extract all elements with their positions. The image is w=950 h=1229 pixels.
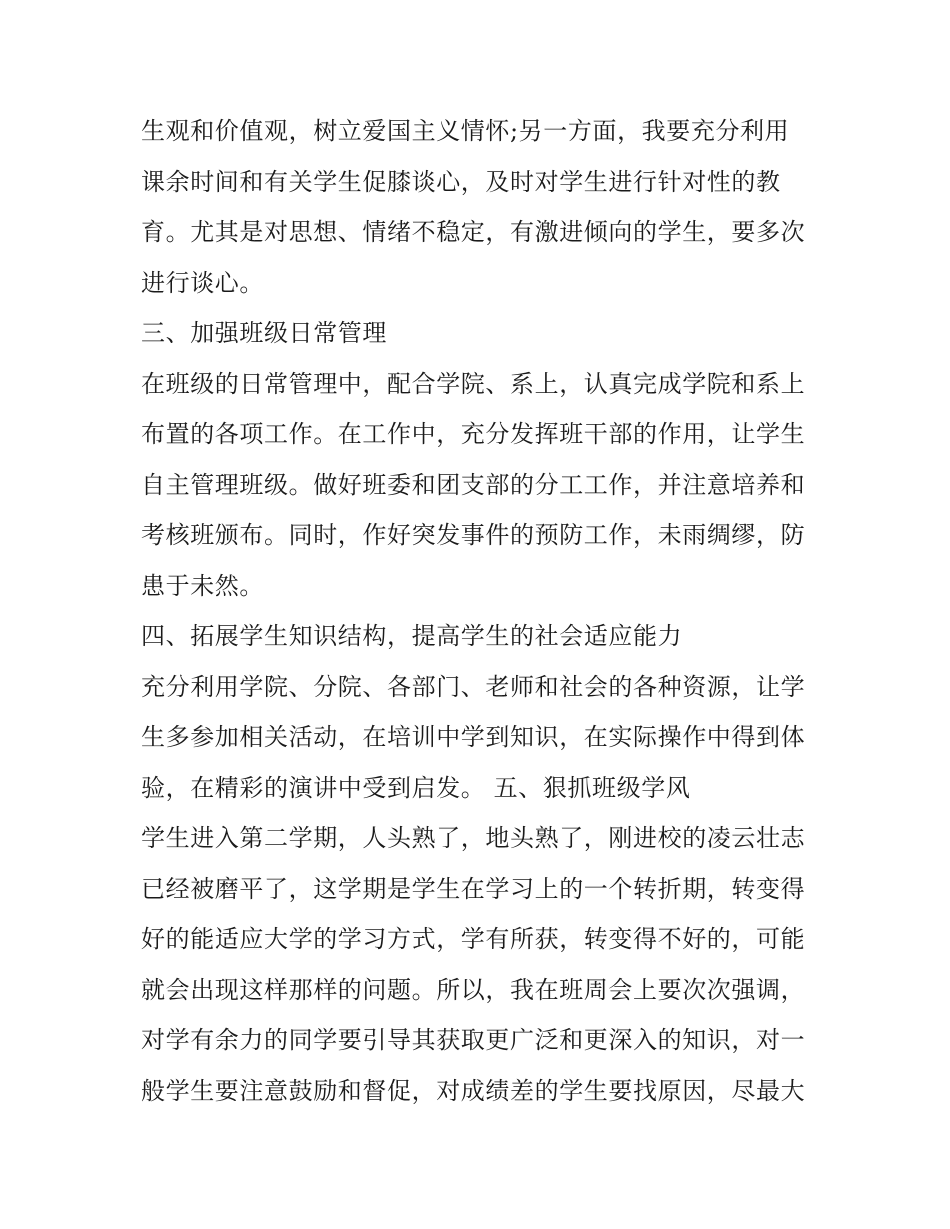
text-line: 进行谈心。 <box>141 268 264 297</box>
text-line: 布置的各项工作。在工作中，充分发挥班干部的作用，让学生 <box>141 420 806 448</box>
text-line: 生观和价值观，树立爱国主义情怀;另一方面，我要充分利用 <box>141 117 790 145</box>
text-line: 验，在精彩的演讲中受到启发。 五、狠抓班级学风 <box>141 773 691 802</box>
text-line: 已经被磨平了，这学期是学生在学习上的一个转折期，转变得 <box>141 874 806 903</box>
text-line: 自主管理班级。做好班委和团支部的分工工作，并注意培养和 <box>141 470 806 499</box>
text-line: 在班级的日常管理中，配合学院、系上，认真完成学院和系上 <box>141 369 806 398</box>
text-line: 患于未然。 <box>141 571 264 600</box>
section-heading: 四、拓展学生知识结构，提高学生的社会适应能力 <box>141 622 683 650</box>
section-heading: 三、加强班级日常管理 <box>141 319 387 347</box>
text-line: 课余时间和有关学生促膝谈心，及时对学生进行针对性的教 <box>141 167 781 196</box>
text-line: 生多参加相关活动，在培训中学到知识，在实际操作中得到体 <box>141 723 806 751</box>
text-line: 般学生要注意鼓励和督促，对成绩差的学生要找原因，尽最大 <box>141 1076 806 1105</box>
text-line: 好的能适应大学的学习方式，学有所获，转变得不好的，可能 <box>141 925 806 953</box>
text-line: 就会出现这样那样的问题。所以，我在班周会上要次次强调， <box>141 975 806 1004</box>
text-line: 对学有余力的同学要引导其获取更广泛和更深入的知识，对一 <box>141 1026 806 1054</box>
text-line: 学生进入第二学期，人头熟了，地头熟了，刚进校的凌云壮志 <box>141 824 806 852</box>
text-line: 充分利用学院、分院、各部门、老师和社会的各种资源，让学 <box>141 672 806 701</box>
text-line: 考核班颁布。同时，作好突发事件的预防工作，未雨绸缪，防 <box>141 521 806 549</box>
text-line: 育。尤其是对思想、情绪不稳定，有激进倾向的学生，要多次 <box>141 218 806 246</box>
document-page <box>141 106 813 1116</box>
